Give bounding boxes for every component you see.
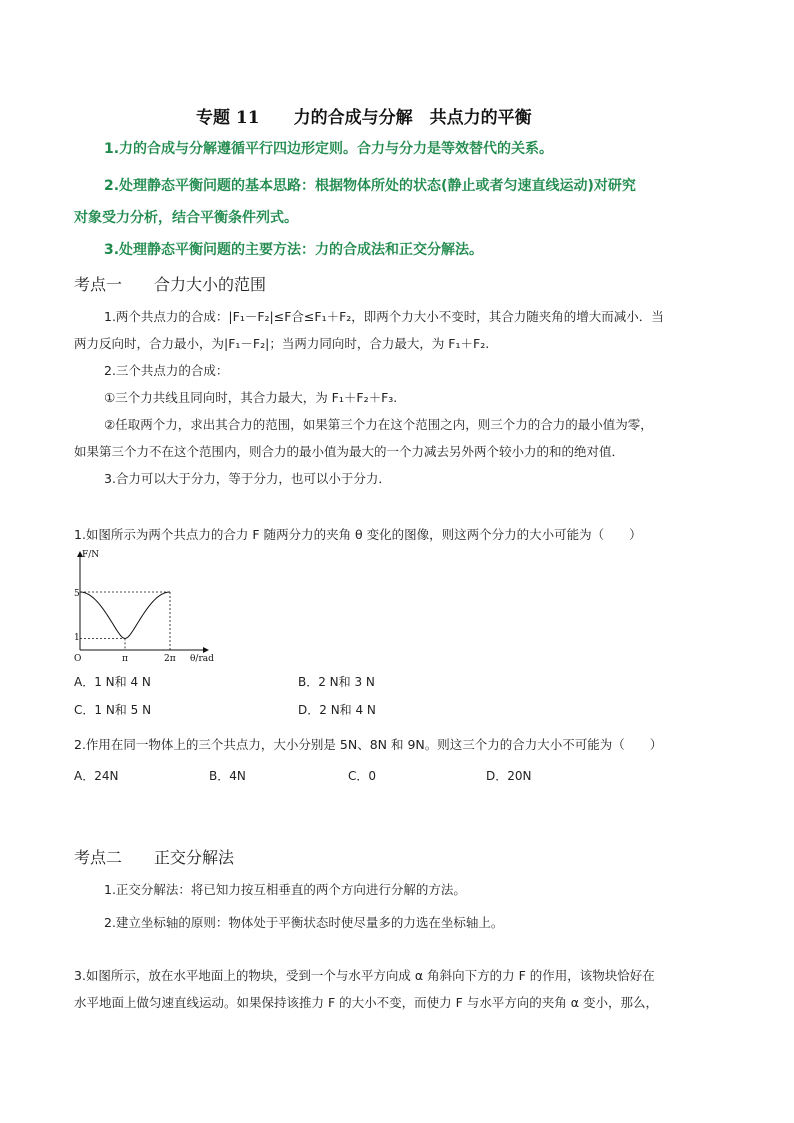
chart-ylabel: F/N <box>82 550 100 560</box>
question2-option-c: C．0 <box>348 769 377 783</box>
page-title: 专题 11 力的合成与分解 共点力的平衡 <box>196 108 532 128</box>
question2-option-a: A．24N <box>74 769 119 783</box>
section1-line-3: 2.三个共点力的合成： <box>104 363 229 378</box>
force-angle-chart <box>70 546 220 666</box>
section1-line-7: 3.合力可以大于分力，等于分力，也可以小于分力． <box>104 471 391 486</box>
section1-line-5: ②任取两个力，求出其合力的范围，如果第三个力在这个范围之内，则三个力的合力的最小值为零， <box>104 417 653 432</box>
question1-option-b: B．2 N和 3 N <box>298 675 375 689</box>
chart-series-line <box>80 592 170 638</box>
section1-line-6: 如果第三个力不在这个范围内，则合力的最小值为最大的一个力减去另外两个较小力的和的绝对值． <box>74 444 625 459</box>
question1-stem: 1.如图所示为两个共点力的合力 F 随两分力的夹角 θ 变化的图像，则这两个分力的大小可能为（ ） <box>74 527 642 542</box>
question3-line-2: 水平地面上做匀速直线运动。如果保持该推力 F 的大小不变，而使力 F 与水平方向的夹角 α 变小，那么， <box>74 995 658 1010</box>
chart-ytick-5: 5 <box>74 589 80 599</box>
question1-option-a: A．1 N和 4 N <box>74 675 151 689</box>
chart-xtick-pi: π <box>122 654 128 664</box>
section1-line-1: 1.两个共点力的合成：|F₁－F₂|≤F合≤F₁＋F₂，即两个力大小不变时，其合力随夹角的增大而减小．当 <box>104 309 664 324</box>
question1-option-c: C．1 N和 5 N <box>74 703 152 717</box>
chart-ytick-1: 1 <box>74 633 80 643</box>
question1-option-d: D．2 N和 4 N <box>298 703 376 717</box>
question2-stem: 2.作用在同一物体上的三个共点力，大小分别是 5N、8N 和 9N。则这三个力的合力大小不可能为（ ） <box>74 737 663 752</box>
section-heading-1: 考点一 合力大小的范围 <box>74 275 267 294</box>
question2-option-d: D．20N <box>486 769 532 783</box>
chart-xtick-2pi: 2π <box>164 654 176 664</box>
section2-line-2: 2.建立坐标轴的原则：物体处于平衡状态时使尽量多的力选在坐标轴上。 <box>104 915 504 930</box>
section1-line-4: ①三个力共线且同向时，其合力最大，为 F₁＋F₂＋F₃. <box>104 390 398 405</box>
key-point-2: 2.处理静态平衡问题的基本思路：根据物体所处的状态(静止或者匀速直线运动)对研究 <box>104 178 636 194</box>
chart-origin: O <box>74 654 82 664</box>
key-point-1: 1.力的合成与分解遵循平行四边形定则。合力与分力是等效替代的关系。 <box>104 141 554 157</box>
section-heading-2: 考点二 正交分解法 <box>74 848 235 867</box>
section2-line-1: 1.正交分解法：将已知力按互相垂直的两个方向进行分解的方法。 <box>104 882 466 897</box>
chart-xlabel: θ/rad <box>190 654 214 664</box>
question2-option-b: B．4N <box>209 769 246 783</box>
question3-line-1: 3.如图所示，放在水平地面上的物块，受到一个与水平方向成 α 角斜向下方的力 F 的作用，该物块恰好在 <box>74 968 655 983</box>
section1-line-2: 两力反向时，合力最小，为|F₁－F₂|；当两力同向时，合力最大，为 F₁＋F₂. <box>74 336 490 351</box>
key-point-3: 3.处理静态平衡问题的主要方法：力的合成法和正交分解法。 <box>104 242 484 258</box>
key-point-2-cont: 对象受力分析，结合平衡条件列式。 <box>74 210 298 226</box>
